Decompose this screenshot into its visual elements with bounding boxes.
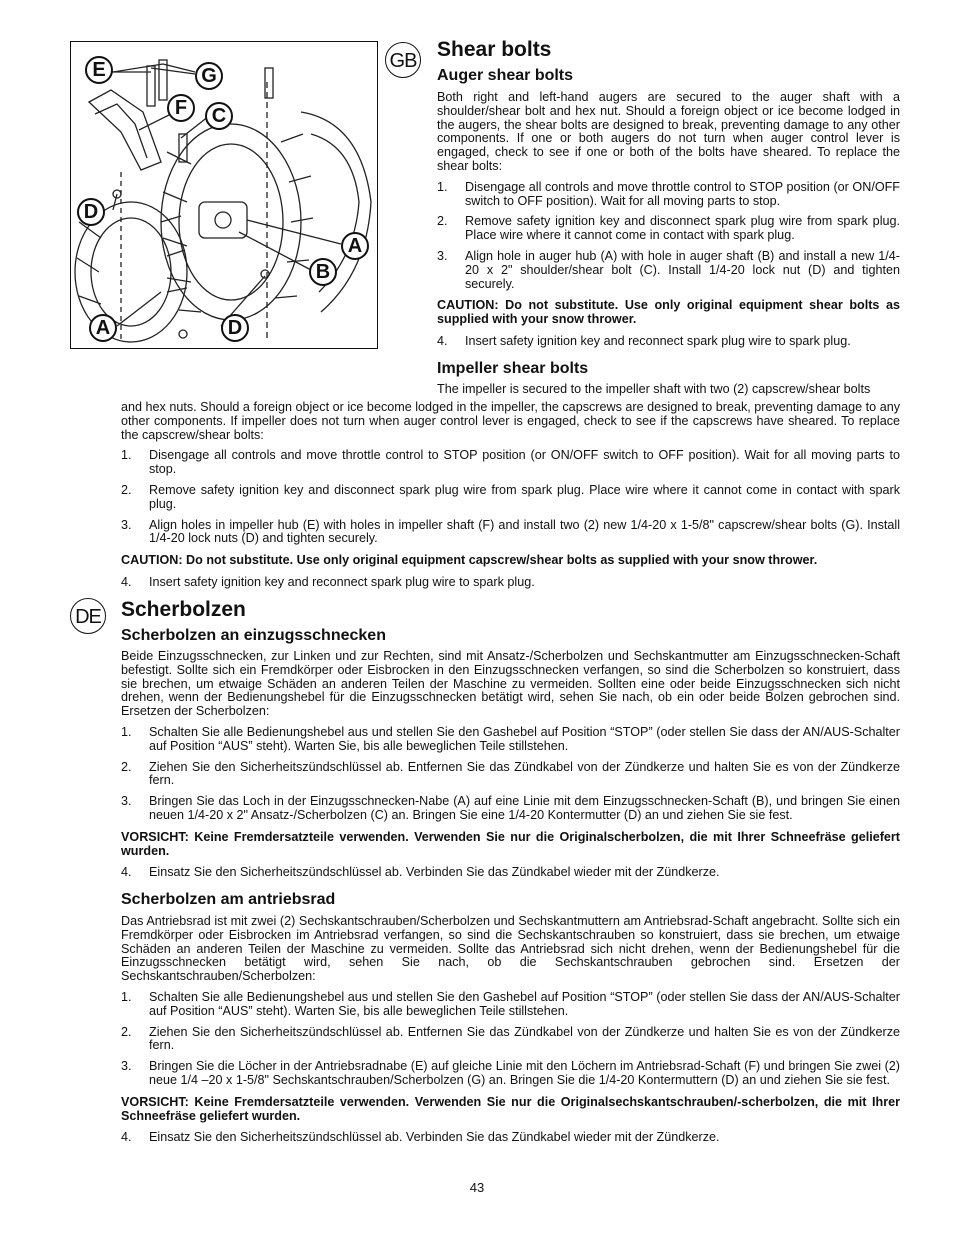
gb-auger-column xyxy=(437,91,900,349)
gb-impeller-caution: CAUTION: Do not substitute. Use only original equipment capscrew/shear bolts as supplied with your snow thrower. xyxy=(121,553,818,568)
gb-impeller-intro: and hex nuts. Should a foreign object or ice become lodged in the impeller, the capscrews are designed to break, preventing damage to any other components. If impeller does not turn when auger control lever is engaged, check to see if the capscrews have sheared. To replace the capscrew/shear bolts: xyxy=(121,400,900,442)
shear-bolt-diagram xyxy=(70,41,378,349)
gb-impeller-step-4: 4. Insert safety ignition key and reconnect spark plug wire to spark plug. xyxy=(121,574,535,589)
de-impeller-step-2: 2. Ziehen Sie den Sicherheitszündschlüssel ab. Entfernen Sie das Zündkabel von der Zündkerze und halten Sie es von der Zündkerze fern. xyxy=(121,1024,900,1053)
figure-label-d-bottom: D xyxy=(221,314,249,342)
auger-assembly-drawing xyxy=(71,42,377,348)
gb-auger-step-1: 1. Disengage all controls and move throttle control to STOP position (or ON/OFF switch to OFF position). Wait for all moving parts to stop. xyxy=(437,179,900,208)
de-auger-step-3: 3. Bringen Sie das Loch in der Einzugsschnecken-Nabe (A) auf eine Linie mit dem Einzugsschnecken-Schaft (B), und bringen Sie einen neuen 1/4-20 x 2" Ansatz-/Scherbolzen (C) an. Bringen Sie eine 1/4-20 Kontermutter (D) an und ziehen Sie sie fest. xyxy=(121,794,900,822)
gb-impeller-step-3: 3. Align holes in impeller hub (E) with holes in impeller shaft (F) and install two (2) new 1/4-20 x 1-5/8" capscrew/shear bolts (G). Install 1/4-20 lock nuts (D) and tighten securely. xyxy=(121,517,900,546)
figure-label-a-right: A xyxy=(341,232,369,260)
figure-label-g: G xyxy=(195,62,223,90)
de-auger-intro: Beide Einzugsschnecken, zur Linken und zur Rechten, sind mit Ansatz-/Scherbolzen und Sechskantmutter am Einzugsschnecken-Schaft befestigt. Sollte sich ein Fremdkörper oder Eisbrocken in den Einzugsschnecken verfangen, so sind die Scherbolzen so konstruiert, dass sie brechen, um etwaige Schäden an anderen Teilen der Maschine zu vermeiden. Sollten eine oder beide Einzugsschnecken sich nicht drehen, wenn der Bedienungshebel für die Einzugsschnecken betätigt wird, sehen Sie nach, ob ein oder beide Bolzen gebrochen sind. Ersetzen der Scherbolzen: xyxy=(121,649,900,719)
gb-impeller-intro-line1: The impeller is secured to the impeller shaft with two (2) capscrew/shear bolts xyxy=(437,382,871,396)
gb-impeller-step-1: 1. Disengage all controls and move throttle control to STOP position (or ON/OFF switch to OFF position). Wait for all moving parts to stop. xyxy=(121,448,900,477)
de-impeller-step-1: 1. Schalten Sie alle Bedienungshebel aus und stellen Sie den Gashebel auf Position “STOP” (oder stellen Sie dass der AN/AUS-Schalter auf Position “AUS” steht). Warten Sie, bis alle beweglichen Teile stillstehen. xyxy=(121,989,900,1018)
de-impeller-step-4: 4. Einsatz Sie den Sicherheitszündschlüssel ab. Verbinden Sie das Zündkabel wieder mit der Zündkerze. xyxy=(121,1130,720,1145)
gb-title: Shear bolts xyxy=(437,38,552,61)
gb-impeller-step-2: 2. Remove safety ignition key and disconnect spark plug wire from spark plug. Place wire where it cannot come in contact with spark plug. xyxy=(121,482,900,511)
de-auger-step-4: 4. Einsatz Sie den Sicherheitszündschlüssel ab. Verbinden Sie das Zündkabel wieder mit der Zündkerze. xyxy=(121,865,720,880)
de-auger-caution: VORSICHT: Keine Fremdersatzteile verwenden. Verwenden Sie nur die Originalscherbolzen, die mit Ihrer Schneefräse geliefert wurden. xyxy=(121,829,900,858)
de-impeller-column xyxy=(121,915,900,1145)
figure-label-d-left: D xyxy=(77,198,105,226)
de-impeller-caution: VORSICHT: Keine Fremdersatzteile verwenden. Verwenden Sie nur die Originalsechskantschrauben/-scherbolzen, die mit Ihrer Schneefräse geliefert wurden. xyxy=(121,1094,900,1123)
gb-auger-heading: Auger shear bolts xyxy=(437,67,574,84)
gb-impeller-column xyxy=(121,401,900,590)
gb-auger-intro: Both right and left-hand augers are secured to the auger shaft with a shoulder/shear bolt and hex nut. Should a foreign object or ice become lodged in the augers, the shear bolts are designed to break, preventing damage to any other components. If one or both augers do not turn when auger control lever is engaged, check to see if one or both of the bolts have sheared. To replace the shear bolts: xyxy=(437,90,900,173)
gb-auger-step-3: 3. Align hole in auger hub (A) with hole in auger shaft (B) and install a new 1/4-20 x 2" shoulder/shear bolt (C). Install 1/4-20 lock nut (D) and tighten securely. xyxy=(437,248,900,291)
de-impeller-step-3: 3. Bringen Sie die Löcher in der Antriebsradnabe (E) auf gleiche Linie mit den Löchern im Antriebsrad-Schaft (F) und bringen Sie zwei (2) neue 1/4 –20 x 1-5/8" Sechskantschrauben/Scherbolzen (G) an. Bringen Sie die 1/4-20 Kontermuttern (D) an und ziehen Sie sie fest. xyxy=(121,1059,900,1087)
gb-auger-step-2: 2. Remove safety ignition key and disconnect spark plug wire from spark plug. Place wire where it cannot come in contact with spark plug. xyxy=(437,214,900,243)
de-impeller-intro: Das Antriebsrad ist mit zwei (2) Sechskantschrauben/Scherbolzen und Sechskantmuttern am Antriebsrad-Schaft angebracht. Sollte sich ein Fremdkörper oder Eisbrocken im Antriebsrad verfangen, so sind die Sechskantschrauben so konstruiert, dass sie brechen, um etwaige Schäden an anderen Teilen der Maschine zu vermeiden. Sollte das Antriebsrad sich nicht drehen, wenn der Bedienungshebel für die Einzugsschnecken betätigt wird, sehen Sie nach, ob die Sechskantschrauben gebrochen sind. Ersetzen der Sechskantschrauben/Scherbolzen: xyxy=(121,914,900,984)
language-badge-de: DE xyxy=(70,598,106,634)
gb-auger-step-4: 4. Insert safety ignition key and reconnect spark plug wire to spark plug. xyxy=(437,333,851,348)
figure-label-a-left: A xyxy=(89,314,117,342)
gb-auger-caution: CAUTION: Do not substitute. Use only original equipment shear bolts as supplied with your snow thrower. xyxy=(437,298,900,327)
de-auger-step-2: 2. Ziehen Sie den Sicherheitszündschlüssel ab. Entfernen Sie das Zündkabel von der Zündkerze und halten Sie es von der Zündkerze fern. xyxy=(121,759,900,788)
language-badge-gb: GB xyxy=(385,42,421,78)
figure-label-e: E xyxy=(85,56,113,84)
de-auger-column xyxy=(121,650,900,880)
de-title: Scherbolzen xyxy=(121,598,246,621)
figure-label-f: F xyxy=(167,94,195,122)
de-impeller-heading: Scherbolzen am antriebsrad xyxy=(121,891,336,908)
gb-impeller-heading: Impeller shear bolts xyxy=(437,360,589,377)
de-auger-heading: Scherbolzen an einzugsschnecken xyxy=(121,627,386,644)
figure-label-b: B xyxy=(309,258,337,286)
page-number: 43 xyxy=(469,1180,485,1195)
de-auger-step-1: 1. Schalten Sie alle Bedienungshebel aus und stellen Sie den Gashebel auf Position “STOP” (oder stellen Sie dass der AN/AUS-Schalter auf Position “AUS” steht). Warten Sie, bis alle beweglichen Teile stillstehen. xyxy=(121,724,900,753)
figure-label-c: C xyxy=(205,102,233,130)
